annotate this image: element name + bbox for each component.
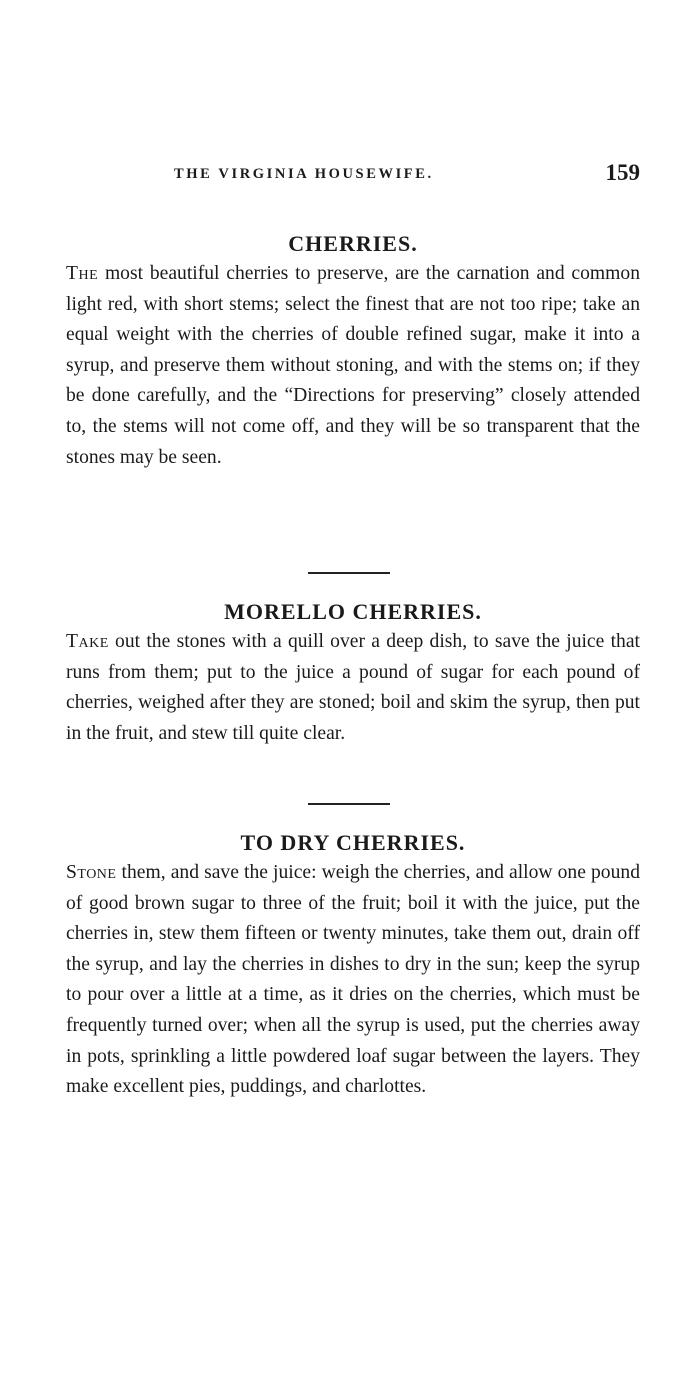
recipe-lead-word: Take <box>66 631 109 652</box>
recipe-text-body: most beautiful cherries to preserve, are the carnation and common light red, with short stems; select the finest that are not too ripe; take an equal weight with the cherries of double refined sugar, make it into a syrup, and preserve them without stoning, and with the stems on; if they be done carefully, and the “Directions for preserving” closely attended to, the stems will not come off, and they will be so transparent that the stones may be seen. <box>66 263 640 468</box>
recipe-text <box>66 259 640 473</box>
recipe-title: MORELLO CHERRIES. <box>224 599 482 624</box>
running-title: THE VIRGINIA HOUSEWIFE. <box>174 166 434 182</box>
recipe-title: TO DRY CHERRIES. <box>240 830 466 855</box>
recipe-lead-word: Stone <box>66 862 117 883</box>
recipe-cherries <box>66 229 640 473</box>
running-head <box>66 162 640 192</box>
recipe-morello-cherries <box>66 597 640 749</box>
recipe-title: CHERRIES. <box>288 231 418 256</box>
recipe-to-dry-cherries <box>66 828 640 1103</box>
section-divider <box>308 803 390 805</box>
recipe-text <box>66 858 640 1103</box>
recipe-text <box>66 627 640 749</box>
book-page <box>66 0 640 1376</box>
recipe-text-body: out the stones with a quill over a deep dish, to save the juice that runs from them; put to the juice a pound of sugar for each pound of cherries, weighed after they are stoned; boil and skim the syrup, then put in the fruit, and stew till quite clear. <box>66 631 640 744</box>
page-number: 159 <box>605 160 640 185</box>
recipe-lead-word: The <box>66 263 99 284</box>
recipe-text-body: them, and save the juice: weigh the cherries, and allow one pound of good brown sugar to three of the fruit; boil it with the juice, put the cherries in, stew them fifteen or twenty minutes, take them out, drain off the syrup, and lay the cherries in dishes to dry in the sun; keep the syrup to pour over a little at a time, as it dries on the cherries, which must be frequently turned over; when all the syrup is used, put the cherries away in pots, sprinkling a little powdered loaf sugar between the layers. They make excellent pies, puddings, and charlottes. <box>66 862 640 1098</box>
section-divider <box>308 572 390 574</box>
